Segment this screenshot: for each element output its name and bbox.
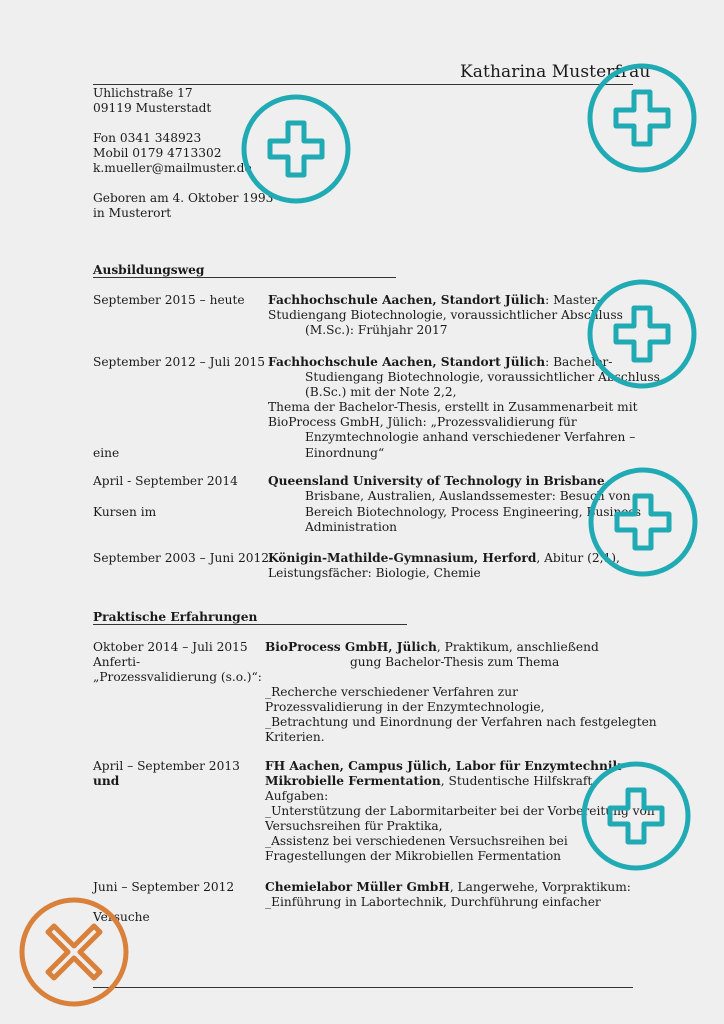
exp-line: Aufgaben:	[265, 789, 329, 803]
edu-line: Administration	[305, 520, 398, 534]
email: k.mueller@mailmuster.de	[93, 161, 252, 175]
exp-org: Chemielabor Müller GmbH	[265, 880, 450, 894]
plus-circle-icon[interactable]	[580, 760, 692, 872]
exp-line: Fragestellungen der Mikrobiellen Fermentation	[265, 849, 562, 863]
edu-left-fragment: Kursen im	[93, 505, 157, 519]
exp-line: gung Bachelor-Thesis zum Thema	[350, 655, 560, 669]
plus-circle-icon[interactable]	[586, 278, 698, 390]
exp-line: _Einführung in Labortechnik, Durchführung einfacher	[265, 895, 601, 909]
exp-line: BioProcess GmbH, Jülich, Praktikum, anschließend	[265, 640, 599, 654]
edu-line: Einordnung“	[305, 446, 385, 460]
edu-org: Fachhochschule Aachen, Standort Jülich	[268, 293, 546, 307]
edu-line: Queensland University of Technology in Brisbane,	[268, 474, 609, 488]
edu-line: Bereich Biotechnology, Process Engineering, Business	[305, 505, 642, 519]
exp-left-fragment: „Prozessvalidierung (s.o.)“:	[93, 670, 262, 684]
applicant-name: Katharina Musterfrau	[460, 62, 651, 82]
header-rule	[93, 84, 633, 85]
exp-line: Mikrobielle Fermentation, Studentische Hilfskraft,	[265, 774, 597, 788]
edu-line: Leistungsfächer: Biologie, Chemie	[268, 566, 481, 580]
exp-left-fragment: Anferti-	[93, 655, 141, 669]
education-heading-rule	[93, 277, 396, 278]
edu-line: Enzymtechnologie anhand verschiedener Verfahren –	[305, 430, 636, 444]
edu-line: (B.Sc.) mit der Note 2,2,	[305, 385, 457, 399]
edu-line: BioProcess GmbH, Jülich: „Prozessvalidierung für	[268, 415, 577, 429]
birth-place: in Musterort	[93, 206, 172, 220]
plus-circle-icon[interactable]	[586, 62, 698, 174]
exp-line: _Assistenz bei verschiedenen Versuchsreihen bei	[265, 834, 568, 848]
exp-org: FH Aachen, Campus Jülich, Labor für Enzymtechnik	[265, 759, 621, 773]
exp-line: _Unterstützung der Labormitarbeiter bei der Vorbereitung von	[265, 804, 655, 818]
plus-circle-icon[interactable]	[240, 93, 352, 205]
address-street: Uhlichstraße 17	[93, 86, 193, 100]
edu-date: September 2015 – heute	[93, 293, 245, 307]
plus-circle-icon[interactable]	[587, 466, 699, 578]
edu-date: April - September 2014	[93, 474, 238, 488]
edu-org: Queensland University of Technology in Brisbane	[268, 474, 605, 488]
exp-line: _Betrachtung und Einordnung der Verfahren nach festgelegten	[265, 715, 657, 729]
address-city: 09119 Musterstadt	[93, 101, 212, 115]
edu-date: September 2012 – Juli 2015	[93, 355, 266, 369]
exp-line: Kriterien.	[265, 730, 325, 744]
education-heading: Ausbildungsweg	[93, 263, 205, 277]
exp-line: Versuchsreihen für Praktika,	[265, 819, 443, 833]
edu-line: Thema der Bachelor-Thesis, erstellt in Zusammenarbeit mit	[268, 400, 638, 414]
edu-line: Studiengang Biotechnologie, voraussichtlicher Abschluss	[268, 308, 623, 322]
exp-org: BioProcess GmbH, Jülich	[265, 640, 437, 654]
birth-date: Geboren am 4. Oktober 1993	[93, 191, 274, 205]
edu-org: Königin-Mathilde-Gymnasium, Herford	[268, 551, 537, 565]
footer-rule	[93, 987, 633, 988]
exp-line: Chemielabor Müller GmbH, Langerwehe, Vorpraktikum:	[265, 880, 631, 894]
mobile: Mobil 0179 4713302	[93, 146, 222, 160]
experience-heading-rule	[93, 624, 407, 625]
edu-line: (M.Sc.): Frühjahr 2017	[305, 323, 448, 337]
x-circle-icon[interactable]	[18, 896, 130, 1008]
edu-org: Fachhochschule Aachen, Standort Jülich	[268, 355, 546, 369]
phone: Fon 0341 348923	[93, 131, 202, 145]
experience-heading: Praktische Erfahrungen	[93, 610, 258, 624]
exp-line: _Recherche verschiedener Verfahren zur	[265, 685, 518, 699]
edu-date: September 2003 – Juni 2012	[93, 551, 269, 565]
exp-left-fragment: Versuche	[93, 910, 150, 924]
edu-line: Brisbane, Australien, Auslandssemester: Besuch von	[305, 489, 631, 503]
exp-left-fragment: und	[93, 774, 120, 788]
exp-date: Oktober 2014 – Juli 2015	[93, 640, 248, 654]
edu-line: Studiengang Biotechnologie, voraussichtlicher Abschluss	[305, 370, 660, 384]
exp-date: April – September 2013	[93, 759, 240, 773]
edu-line: Königin-Mathilde-Gymnasium, Herford, Abitur (2,1),	[268, 551, 620, 565]
edu-line: Fachhochschule Aachen, Standort Jülich: Bachelor-	[268, 355, 613, 369]
exp-line: Prozessvalidierung in der Enzymtechnologie,	[265, 700, 545, 714]
exp-org: Mikrobielle Fermentation	[265, 774, 441, 788]
edu-line: Fachhochschule Aachen, Standort Jülich: Master-	[268, 293, 602, 307]
exp-date: Juni – September 2012	[93, 880, 235, 894]
edu-left-fragment: eine	[93, 446, 120, 460]
